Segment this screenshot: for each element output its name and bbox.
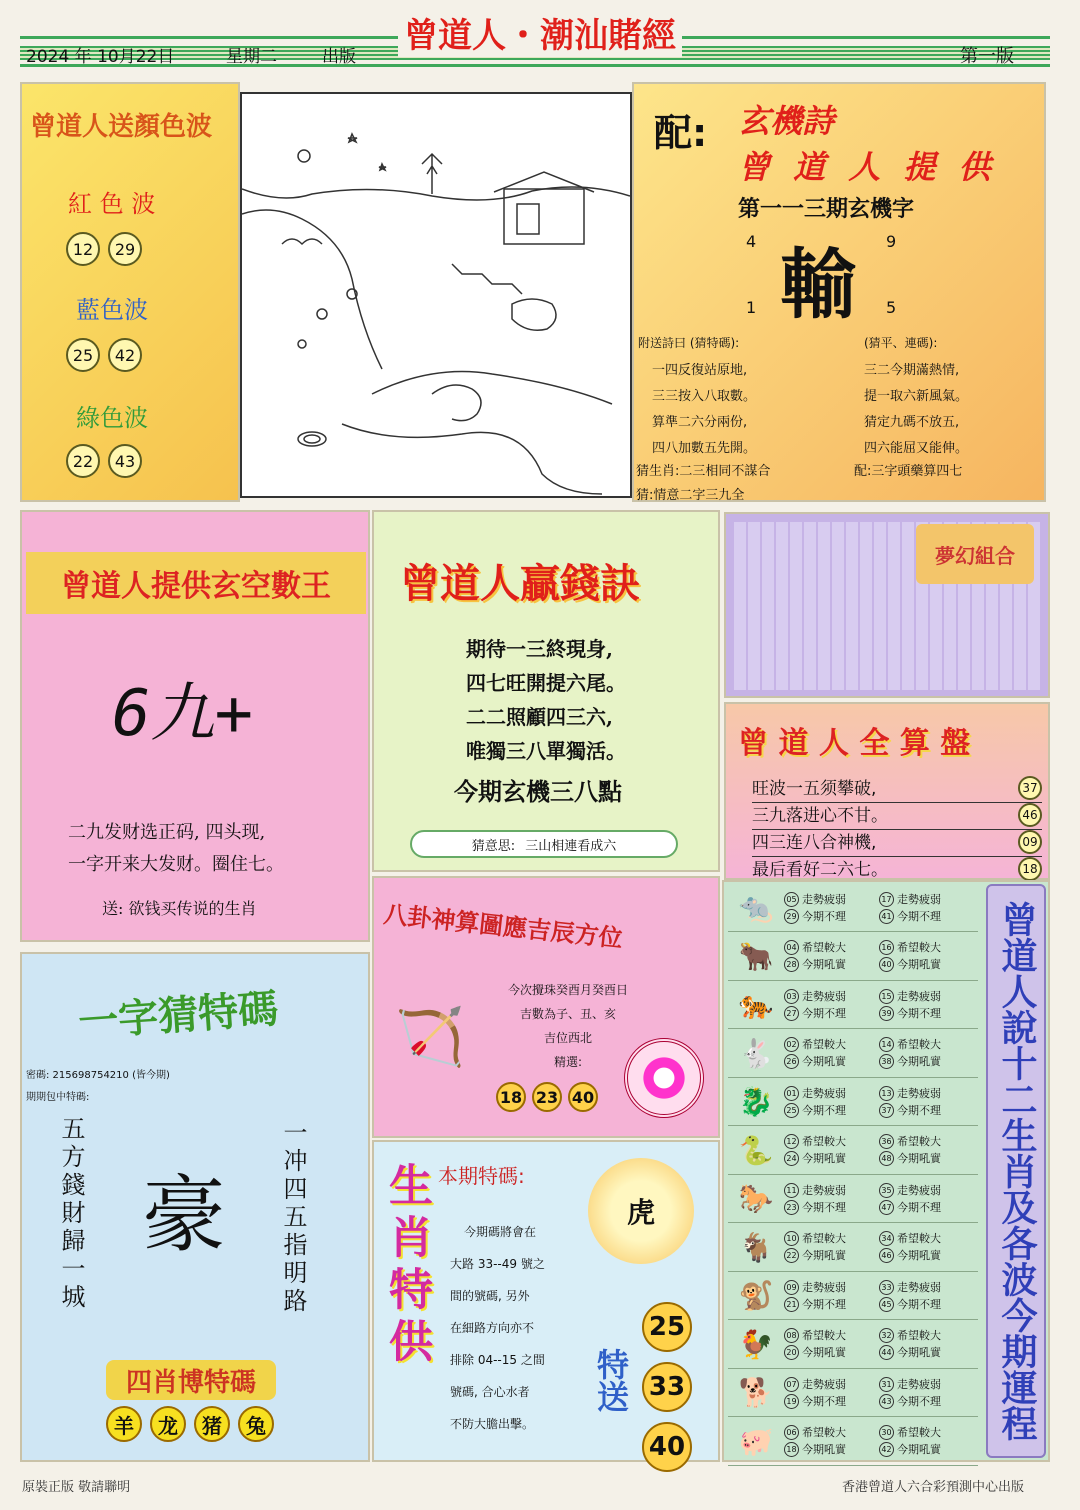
corner-number: 4 [746,232,757,251]
zodiac-trend: 希望較大 [802,941,846,954]
one-char-panel [20,952,370,1462]
zodiac-row [728,1078,978,1126]
zodiac-number: 23 [784,1200,799,1215]
zodiac-number: 36 [879,1134,894,1149]
red-wave-ball: 12 [66,232,100,266]
zodiac-number: 01 [784,1086,799,1101]
zodiac-advice: 今期不理 [897,1394,941,1408]
zodiac-advice: 今期吼實 [897,1152,941,1165]
zodiac-advice: 今期吼實 [897,1346,941,1359]
zodiac-advice: 今期吼實 [802,958,846,971]
zodiac-number: 39 [879,1006,894,1021]
zodiac-advice: 今期吼實 [802,1346,846,1359]
zodiac-trend: 走勢疲弱 [802,1183,846,1197]
zodiac-number: 48 [879,1151,894,1166]
zodiac-row [728,1127,978,1175]
special-line: 在細路方向亦不 [450,1321,535,1335]
four-zodiac-ball: 羊 [106,1406,142,1442]
zodiac-advice: 今期吼實 [897,958,941,971]
poem-left-line: 一四反復站原地, [652,363,748,378]
zodiac-advice: 今期不理 [802,1006,846,1020]
guess-line: 猜:情意二字三九全 [636,488,745,503]
sketch-picture [240,92,632,498]
zodiac-advice: 今期吼實 [802,1152,846,1165]
special-number: 33 [642,1362,692,1412]
pei-combo: 配:三字頭藥算四七 [854,464,963,479]
red-wave-ball: 29 [108,232,142,266]
special-line: 大路 33--49 號之 [450,1257,545,1271]
bagua-panel [372,876,720,1138]
zodiac-animal-icon: 🐂 [738,939,774,973]
bagua-number: 23 [532,1082,562,1112]
zodiac-advice: 今期吼實 [897,1055,941,1068]
xuan-kong-title: 曾道人提供玄空數王 [26,552,366,614]
calc-number: 37 [1018,776,1042,800]
green-wave-ball: 43 [108,444,142,478]
zodiac-number: 30 [879,1425,894,1440]
zodiac-trend: 走勢疲弱 [897,1280,941,1294]
zodiac-trend: 走勢疲弱 [897,1377,941,1391]
win-title: 曾道人贏錢訣 [400,561,640,607]
publish-label: 出版 [322,47,356,67]
zodiac-animal-icon: 🐕 [738,1376,774,1409]
bagua-number: 40 [568,1082,598,1112]
bagua-line: 吉數為子、丑、亥 [519,1007,616,1021]
zodiac-trend: 走勢疲弱 [802,1086,846,1100]
special-head: 本期特碼: [438,1164,525,1188]
page-title: 曾道人・潮汕賭經 [398,8,682,57]
zodiac-row [728,1224,978,1272]
dream-title: 夢幻組合 [916,524,1034,584]
edition-label: 第一版 [960,46,1014,67]
zodiac-trend: 希望較大 [897,1426,941,1439]
zodiac-number: 24 [784,1151,799,1166]
zodiac-number: 35 [879,1183,894,1198]
zodiac-number: 18 [784,1442,799,1457]
zodiac-number: 47 [879,1200,894,1215]
zodiac-number: 20 [784,1345,799,1360]
bagua-number: 18 [496,1082,526,1112]
bagua-line: 吉位西北 [543,1031,592,1045]
poem-title: 玄機詩 [738,102,835,140]
bagua-wheel-icon [624,1038,704,1118]
zodiac-row [728,1272,978,1320]
zodiac-number: 13 [879,1086,894,1101]
bagua-title: 八卦神算圖應吉辰方位 [382,900,624,953]
zodiac-trend: 希望較大 [802,1135,846,1148]
win-line: 唯獨三八單獨活。 [466,739,626,763]
win-money-panel [372,510,720,872]
zodiac-number: 25 [784,1103,799,1118]
one-char-left-verse: 五方錢財歸一城 [57,1116,85,1312]
special-line: 號碼, 合心水者 [450,1385,530,1399]
calc-number: 46 [1018,803,1042,827]
weekday: 星期二 [226,47,277,67]
zodiac-row [728,981,978,1029]
zodiac-row [728,1369,978,1417]
zodiac-animal-icon: 🐍 [738,1133,774,1167]
zodiac-number: 27 [784,1006,799,1021]
zodiac-animal-icon: 🐉 [738,1085,774,1118]
poem-right-line: 提一取六新風氣。 [864,389,969,404]
zodiac-side-title: 曾道人說十二生肖及各波今期運程 [996,901,1037,1441]
poem-left-head: 附送詩曰 (猜特碼): [638,336,740,350]
zodiac-number: 17 [879,892,894,907]
special-number: 40 [642,1422,692,1472]
handwritten-number: 6九+ [112,677,254,751]
zodiac-trend: 希望較大 [802,1426,846,1439]
poem-right-line: 三二今期滿熱情, [864,363,960,378]
calc-number: 09 [1018,830,1042,854]
zodiac-row [728,1175,978,1223]
zodiac-number: 42 [879,1442,894,1457]
color-wave-panel [20,82,240,502]
zodiac-row [728,1030,978,1078]
one-char-glyph: 豪 [142,1166,227,1264]
dream-panel [724,512,1050,698]
zodiac-trend: 走勢疲弱 [897,1183,941,1197]
zodiac-advice: 今期吼實 [897,1249,941,1262]
zodiac-number: 07 [784,1377,799,1392]
one-char-title: 一字猜特碼 [76,986,280,1046]
win-key: 今期玄機三八點 [454,777,622,806]
win-hint-label: 猜意思: [471,838,516,854]
special-line: 間的號碼, 另外 [450,1289,530,1303]
xuan-kong-panel [20,510,370,942]
zodiac-advice: 今期不理 [802,1103,846,1117]
zodiac-advice: 今期吼實 [897,1443,941,1456]
win-line: 二二照顧四三六, [466,705,613,729]
xuan-send: 送: 欲钱买传说的生肖 [102,899,257,918]
footer-left: 原裝正版 敬請聯明 [22,1480,131,1495]
zodiac-number: 40 [879,957,894,972]
zodiac-number: 14 [879,1037,894,1052]
zodiac-advice: 今期不理 [802,909,846,923]
zodiac-advice: 今期不理 [897,1006,941,1020]
zodiac-advice: 今期不理 [897,1103,941,1117]
zodiac-trend: 希望較大 [802,1329,846,1342]
win-hint: 三山相連看成六 [525,838,617,854]
zodiac-trend: 希望較大 [897,1232,941,1245]
zodiac-number: 32 [879,1328,894,1343]
archer-icon: 🏹 [395,1005,465,1070]
blue-wave-label: 藍色波 [76,296,148,324]
zodiac-number: 22 [784,1248,799,1263]
zodiac-advice: 今期不理 [897,1297,941,1311]
red-wave-label: 紅 色 波 [68,190,156,218]
zodiac-number: 45 [879,1297,894,1312]
special-line: 今期碼將會在 [464,1225,537,1239]
zodiac-trend: 走勢疲弱 [802,1280,846,1294]
bagua-line: 今次攪珠癸酉月癸酉日 [507,983,628,997]
zodiac-number: 26 [784,1054,799,1069]
full-calc-panel [724,702,1050,880]
zodiac-row [728,1321,978,1369]
zodiac-number: 05 [784,892,799,907]
zodiac-number: 46 [879,1248,894,1263]
zodiac-animal-icon: 🐒 [738,1279,774,1312]
poem-right-head: (猜平、連碼): [864,336,938,350]
blue-wave-ball: 42 [108,338,142,372]
zodiac-animal-icon: 🐅 [738,988,774,1021]
zodiac-trend: 希望較大 [897,1135,941,1148]
win-line: 四七旺開提六尾。 [466,671,626,695]
mystery-char: 輸 [780,240,856,329]
zodiac-row [728,884,978,932]
zodiac-advice: 今期不理 [897,909,941,923]
zodiac-trend: 走勢疲弱 [897,989,941,1003]
calc-line: 最后看好二六七。 [752,860,888,880]
issue-date: 2024 年 10月22日 [26,47,175,67]
zodiac-trend: 走勢疲弱 [897,1086,941,1100]
zodiac-number: 10 [784,1231,799,1246]
zodiac-advice: 今期吼實 [802,1055,846,1068]
zodiac-number: 04 [784,940,799,955]
four-zodiac-ball: 兔 [238,1406,274,1442]
poem-left-line: 算準二六分兩份, [652,415,748,430]
corner-number: 9 [886,232,897,251]
special-number: 25 [642,1302,692,1352]
zodiac-number: 03 [784,989,799,1004]
zodiac-number: 37 [879,1103,894,1118]
code-line: 密碼: 215698754210 (皆今期) [26,1070,170,1081]
one-char-sub: 期期包中特碼: [26,1092,90,1103]
special-send: 特送 [592,1348,630,1412]
calc-line: 四三连八合神機, [752,833,877,853]
poem-panel [632,82,1046,502]
zodiac-number: 19 [784,1394,799,1409]
zodiac-number: 28 [784,957,799,972]
special-line: 排除 04--15 之間 [450,1353,545,1367]
poem-provider: 曾 道 人 提 供 [738,148,997,186]
xuan-line: 二九发财选正码, 四头现, [68,822,266,843]
green-wave-ball: 22 [66,444,100,478]
zodiac-number: 34 [879,1231,894,1246]
zodiac-advice: 今期不理 [802,1297,846,1311]
zodiac-trend: 希望較大 [897,1038,941,1051]
zodiac-animal-icon: 🐎 [738,1182,774,1215]
guess-zodiac: 猜生肖:二三相同不謀合 [636,464,771,479]
zodiac-trend: 走勢疲弱 [897,892,941,906]
zodiac-number: 16 [879,940,894,955]
zodiac-row [728,933,978,981]
poem-right-line: 猜定九碼不放五, [864,415,960,430]
xuan-line: 一字开来大发财。圈住七。 [68,854,284,875]
zodiac-number: 43 [879,1394,894,1409]
zodiac-number: 33 [879,1280,894,1295]
poem-issue: 第一一三期玄機字 [738,196,915,222]
zodiac-number: 06 [784,1425,799,1440]
zodiac-trend: 希望較大 [802,1038,846,1051]
zodiac-number: 11 [784,1183,799,1198]
four-zodiac-ball: 猪 [194,1406,230,1442]
zodiac-advice: 今期不理 [802,1394,846,1408]
zodiac-number: 44 [879,1345,894,1360]
zodiac-number: 31 [879,1377,894,1392]
win-line: 期待一三終現身, [466,637,613,661]
poem-left-line: 四八加數五先開。 [652,441,757,456]
blue-wave-ball: 25 [66,338,100,372]
corner-number: 1 [746,298,757,317]
zodiac-row [728,1418,978,1466]
special-line: 不防大膽出擊。 [450,1417,535,1431]
green-wave-label: 綠色波 [76,404,148,432]
calc-title: 曾 道 人 全 算 盤 [738,726,971,761]
zodiac-trend: 希望較大 [897,1329,941,1342]
zodiac-number: 09 [784,1280,799,1295]
zodiac-trend: 走勢疲弱 [802,989,846,1003]
zodiac-number: 02 [784,1037,799,1052]
zodiac-number: 41 [879,909,894,924]
special-vertical-title: 生肖特供 [381,1162,432,1370]
zodiac-animal-icon: 🐀 [738,891,774,924]
calc-line: 三九落进心不甘。 [752,806,888,826]
poem-right-line: 四六能屈又能伸。 [864,441,969,456]
calc-number: 18 [1018,857,1042,881]
zodiac-advice: 今期不理 [802,1200,846,1214]
zodiac-number: 08 [784,1328,799,1343]
zodiac-advice: 今期吼實 [802,1249,846,1262]
zodiac-advice: 今期吼實 [802,1443,846,1456]
pei-label: 配: [654,111,708,155]
zodiac-number: 38 [879,1054,894,1069]
footer-right: 香港曾道人六合彩預測中心出版 [842,1480,1025,1495]
zodiac-animal-icon: 🐓 [738,1327,774,1361]
four-zodiac-title: 四肖博特碼 [106,1360,276,1400]
calc-line: 旺波一五须攀破, [752,779,877,799]
zodiac-animal-icon: 🐇 [738,1036,774,1070]
one-char-right-verse: 一冲四五指明路 [279,1120,307,1316]
zodiac-trend: 走勢疲弱 [802,1377,846,1391]
bagua-line: 精選: [553,1055,583,1069]
zodiac-trend: 希望較大 [897,941,941,954]
special-panel [372,1140,720,1462]
special-zodiac: 虎 [588,1158,694,1264]
zodiac-number: 15 [879,989,894,1004]
zodiac-animal-icon: 🐖 [738,1424,774,1458]
zodiac-advice: 今期不理 [897,1200,941,1214]
four-zodiac-ball: 龙 [150,1406,186,1442]
color-wave-title: 曾道人送顏色波 [30,112,213,142]
zodiac-number: 29 [784,909,799,924]
corner-number: 5 [886,298,897,317]
zodiac-trend: 希望較大 [802,1232,846,1245]
zodiac-animal-icon: 🐐 [738,1230,774,1264]
zodiac-number: 12 [784,1134,799,1149]
zodiac-number: 21 [784,1297,799,1312]
zodiac-trend: 走勢疲弱 [802,892,846,906]
poem-left-line: 三三按入八取數。 [652,389,757,404]
